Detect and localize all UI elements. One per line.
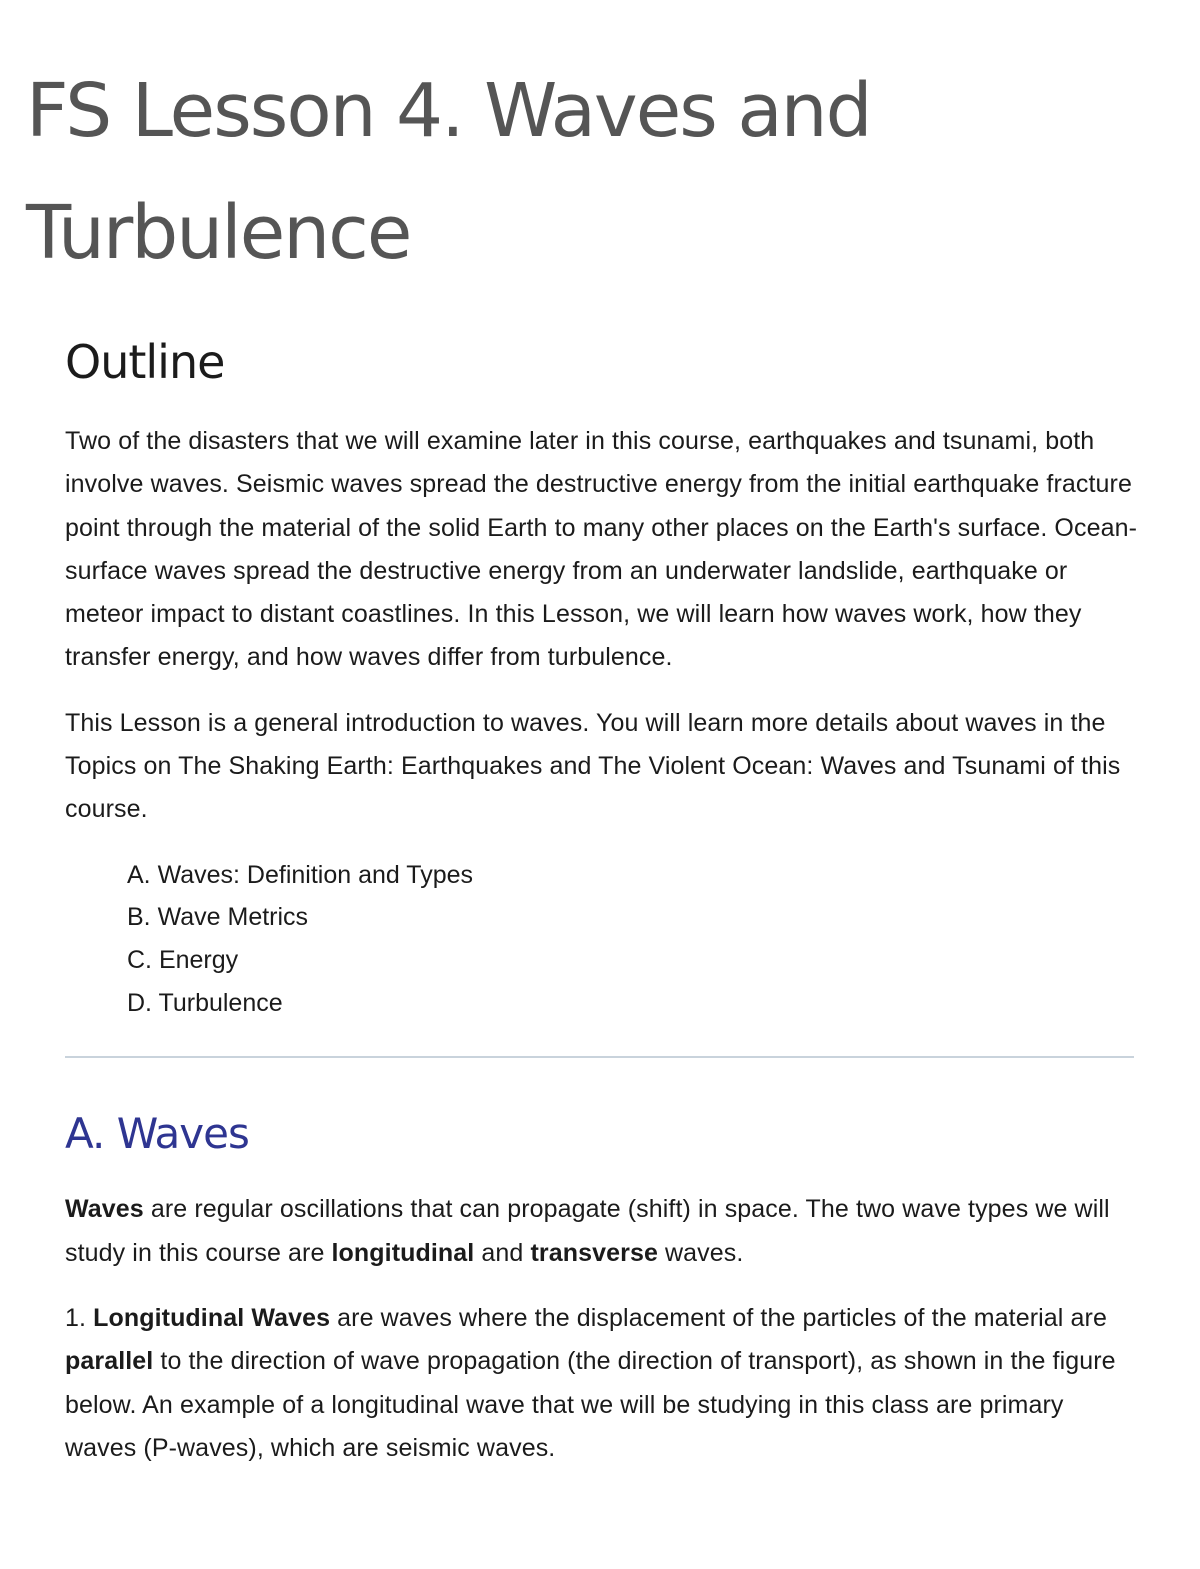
longitudinal-text: are waves where the displacement of the particles of the material are [330, 1304, 1107, 1333]
section-divider [65, 1056, 1134, 1058]
waves-definition-end: waves. [657, 1238, 744, 1267]
waves-definition-paragraph [65, 1188, 1140, 1275]
outline-item-energy: C. Energy [127, 946, 239, 975]
outline-list [65, 854, 1140, 1025]
outline-item-wave-metrics: B. Wave Metrics [127, 903, 309, 932]
transverse-term: transverse [530, 1238, 658, 1267]
longitudinal-text-end: to the direction of wave propagation (the direction of transport), as shown in the figure below. An example of a longitudinal wave that we will be studying in this class are primary waves (P-waves), which are seismic waves. [65, 1347, 1116, 1462]
waves-term: Waves [65, 1195, 144, 1224]
section-a-heading: A. Waves [65, 1109, 249, 1159]
outline-item-turbulence: D. Turbulence [127, 988, 283, 1017]
longitudinal-waves-paragraph [65, 1297, 1140, 1470]
waves-definition-text: are regular oscillations that can propagate (shift) in space. The two wave types we will study in this course are [65, 1195, 1110, 1267]
outline-heading: Outline [65, 335, 225, 389]
page-title-line2: Turbulence [26, 190, 411, 276]
longitudinal-term: longitudinal [331, 1238, 475, 1267]
outline-intro-paragraph: Two of the disasters that we will examine later in this course, earthquakes and tsunami, both involve waves. Seismic waves spread the destructive energy from the initial earthquake fracture point through the material of the solid Earth to many other places on the Earth's surface. Ocean-surface waves spread the destructive energy from an underwater landslide, earthquake or meteor impact to distant coastlines. In this Lesson, we will learn how waves work, how they transfer energy, and how waves differ from turbulence. [65, 427, 1138, 672]
outline-second-paragraph: This Lesson is a general introduction to waves. You will learn more details about waves in the Topics on The Shaking Earth: Earthquakes and The Violent Ocean: Waves and Tsunami of this course. [65, 708, 1121, 824]
outline-item-waves: A. Waves: Definition and Types [127, 860, 474, 889]
lesson-content [65, 330, 1140, 1492]
parallel-term: parallel [65, 1347, 154, 1376]
page-title [26, 50, 1026, 294]
longitudinal-waves-term: Longitudinal Waves [93, 1304, 331, 1333]
page-title-line1: FS Lesson 4. Waves and [26, 68, 871, 154]
longitudinal-number: 1. [65, 1304, 94, 1333]
waves-definition-and: and [474, 1238, 531, 1267]
